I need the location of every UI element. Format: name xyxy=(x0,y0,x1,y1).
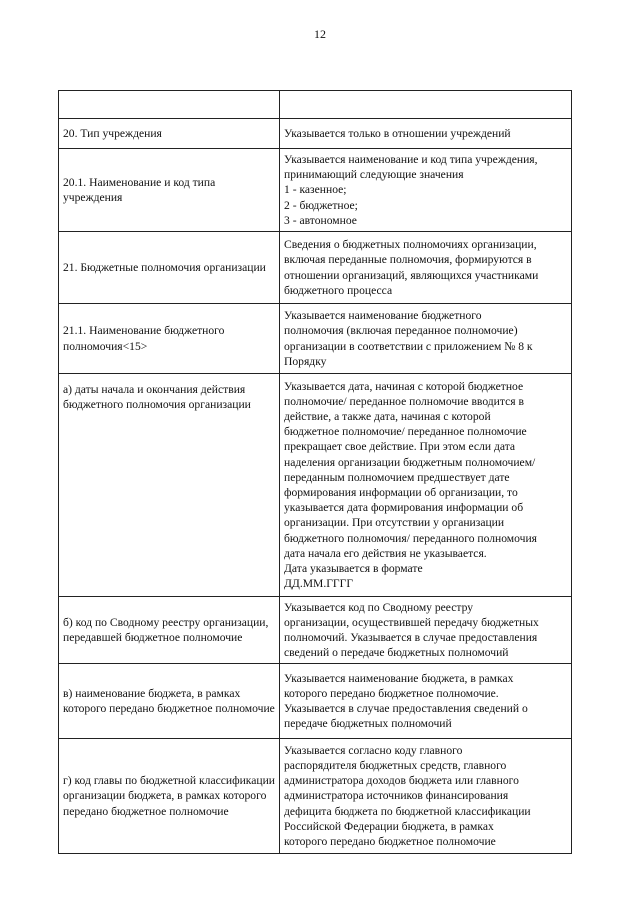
table-row xyxy=(59,91,572,119)
table-cell-description xyxy=(280,374,572,597)
description-line: ДД.ММ.ГГГГ xyxy=(284,577,354,591)
page-number: 12 xyxy=(314,27,326,41)
table-row xyxy=(59,739,572,854)
description-line: дефицита бюджета по бюджетной классификации xyxy=(284,804,531,818)
table-row xyxy=(59,232,572,304)
description-line: Указывается дата, начиная с которой бюджетное xyxy=(284,379,524,393)
description-line: Указывается в случае предоставления сведений о xyxy=(284,702,528,715)
table-cell-field: 20. Тип учреждения xyxy=(59,119,280,149)
description-line: которого передано бюджетное полномочие. xyxy=(284,686,499,700)
table-row xyxy=(59,597,572,664)
description-line: организации в соответствии с приложением № 8 к xyxy=(284,339,533,353)
table-row xyxy=(59,119,572,149)
description-line: 3 - автономное xyxy=(284,213,357,227)
description-line: Дата указывается в формате xyxy=(284,562,423,576)
table-cell-description xyxy=(280,91,572,119)
table-cell-field: 21. Бюджетные полномочия организации xyxy=(59,232,280,304)
description-line: которого передано бюджетное полномочие xyxy=(284,835,496,848)
description-line: действие, а также дата, начиная с которой xyxy=(284,409,491,423)
description-line: Указывается наименование бюджетного xyxy=(284,309,482,323)
description-line: отношении организаций, являющихся участниками xyxy=(284,268,539,282)
table-cell-description xyxy=(280,232,572,304)
description-line: формирования информации об организации, то xyxy=(284,486,518,499)
description-line: Указывается наименование бюджета, в рамках xyxy=(284,671,514,685)
table-cell-description xyxy=(280,119,572,149)
table-row xyxy=(59,149,572,232)
description-line: включая переданные полномочия, формируются в xyxy=(284,253,532,267)
fields-table xyxy=(58,90,572,854)
description-line: Сведения о бюджетных полномочиях организации, xyxy=(284,238,537,252)
description-line: распорядителя бюджетных средств, главного xyxy=(284,758,507,772)
table-cell-description xyxy=(280,739,572,854)
table-cell-field: б) код по Сводному реестру организации, передавшей бюджетное полномочие xyxy=(59,597,280,664)
description-line: 2 - бюджетное; xyxy=(284,198,358,212)
table-cell-field: в) наименование бюджета, в рамках которого передано бюджетное полномочие xyxy=(59,664,280,739)
description-line: прекращает свое действие. При этом если дата xyxy=(284,440,516,454)
description-line: переданным полномочием предшествует дате xyxy=(284,470,510,484)
description-line: организации. При отсутствии у организации xyxy=(284,516,505,530)
description-line: Указывается наименование и код типа учреждения, xyxy=(284,152,538,166)
description-line: Указывается согласно коду главного xyxy=(284,743,463,757)
table-cell-field: 21.1. Наименование бюджетного полномочия<15> xyxy=(59,304,280,374)
description-line: администратора доходов бюджета или главного xyxy=(284,774,519,788)
table-cell-description xyxy=(280,149,572,232)
description-line: организации, осуществившей передачу бюджетных xyxy=(284,615,539,629)
description-line: администратора источников финансирования xyxy=(284,789,509,803)
table-cell-field: а) даты начала и окончания действия бюджетного полномочия организации xyxy=(59,374,280,597)
description-line: сведений о передаче бюджетных полномочий xyxy=(284,646,509,660)
description-line: дата начала его действия не указывается. xyxy=(284,546,487,560)
table-cell-field: г) код главы по бюджетной классификации организации бюджета, в рамках которого передано бюджетное полномочие xyxy=(59,739,280,854)
description-line: полномочия (включая переданное полномочие) xyxy=(284,324,518,338)
description-line: Указывается код по Сводному реестру xyxy=(284,600,474,614)
table-cell-description xyxy=(280,597,572,664)
description-line: Указывается только в отношении учреждений xyxy=(284,126,511,140)
description-line: 1 - казенное; xyxy=(284,183,347,197)
description-line: принимающий следующие значения xyxy=(284,168,464,182)
description-line: бюджетного полномочия/ переданного полномочия xyxy=(284,531,538,545)
table-row xyxy=(59,374,572,597)
table-cell-field xyxy=(59,91,280,119)
table-cell-description xyxy=(280,664,572,739)
table-row xyxy=(59,304,572,374)
description-line: полномочие/ переданное полномочие вводится в xyxy=(284,394,524,408)
table-cell-field: 20.1. Наименование и код типа учреждения xyxy=(59,149,280,232)
table-row xyxy=(59,664,572,739)
description-line: Порядку xyxy=(284,354,327,368)
description-line: передаче бюджетных полномочий xyxy=(284,717,452,731)
description-line: бюджетное полномочие/ переданное полномочие xyxy=(284,425,527,439)
description-line: наделения организации бюджетным полномочием/ xyxy=(284,455,536,469)
description-line: бюджетного процесса xyxy=(284,283,393,297)
table-cell-description xyxy=(280,304,572,374)
description-line: Российской Федерации бюджета, в рамках xyxy=(284,819,494,833)
description-line: указывается дата формирования информации об xyxy=(284,501,524,515)
description-line: полномочий. Указывается в случае предоставления xyxy=(284,631,538,644)
